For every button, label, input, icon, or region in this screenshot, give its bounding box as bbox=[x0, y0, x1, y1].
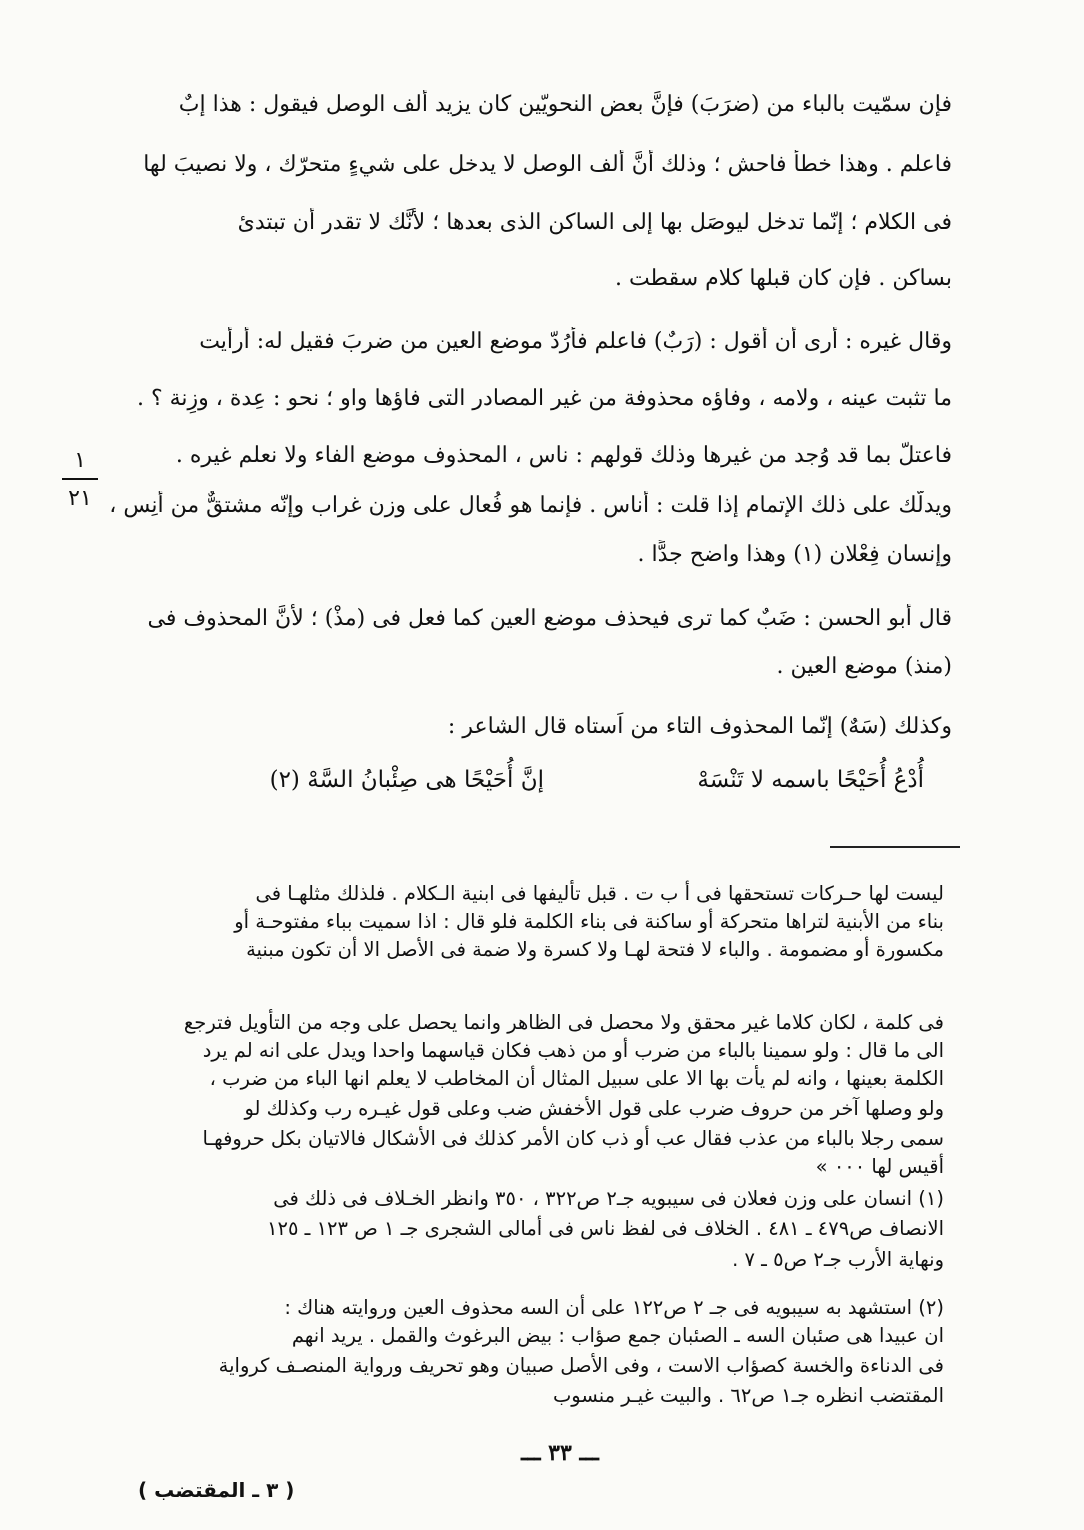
body-line: فى الكلام ؛ إنّما تدخل ليوصَل بها إلى الساكن الذى بعدها ؛ لأنَّك لا تقدر أن تبتدئ bbox=[237, 210, 952, 235]
footnote-line: (١) انسان على وزن فعلان فى سيبويه جـ٢ ص٣٢٢ ، ٣٥٠ وانظر الخـلاف فى ذلك فى bbox=[273, 1187, 944, 1210]
footnote-line: ليست لها حـركات تستحقها فى أ ب ت . قبل تأليفها فى ابنية الـكلام . فلذلك مثلهـا فى bbox=[255, 882, 944, 905]
body-line: وقال غيره : أرى أن أقول : (رَبٌ) فاعلم فأرُدّ موضع العين من ضربَ فقيل له: أرأيت bbox=[199, 329, 952, 354]
signature-mark: ( ٣ ـ المقتضب ) bbox=[138, 1478, 295, 1502]
footnote-line: الانصاف ص٤٧٩ ـ ٤٨١ . الخلاف فى لفظ ناس فى أمالى الشجرى جـ ١ ص ١٢٣ ـ ١٢٥ bbox=[267, 1217, 944, 1240]
body-line: فاعتلّ بما قد وُجد من غيرها وذلك قولهم : ناس ، المحذوف موضع الفاء ولا نعلم غيره . bbox=[175, 443, 952, 468]
verse-second-half: إنَّ أُحَيْحًا هى صِئْبانُ السَّهْ (٢) bbox=[269, 767, 544, 793]
footnote-line: الى ما قال : ولو سمينا بالباء من ضرب أو من ذهب فكان قياسهما واحدا ويدل على انه لم يرد bbox=[202, 1039, 944, 1062]
footnote-line: ان عبيدا هى صئبان السه ـ الصئبان جمع صؤاب : بيض البرغوث والقمل . يريد انهم bbox=[291, 1324, 944, 1347]
body-line: بساكن . فإن كان قبلها كلام سقطت . bbox=[614, 266, 952, 291]
footnote-line: المقتضب انظره جـ١ ص٦٢ . والبيت غيـر منسوب bbox=[552, 1384, 944, 1407]
body-line: قال أبو الحسن : ضَبٌ كما ترى فيحذف موضع العين كما فعل فى (مذْ) ؛ لأنَّ المحذوف فى bbox=[147, 606, 952, 631]
body-line: (منذ) موضع العين . bbox=[776, 654, 952, 679]
body-line: ويدلُّك على ذلك الإتمام إذا قلت : أُناس . فإنما هو فُعال على وزن غراب وإنّه مشتقٌّ من أَنِس ، bbox=[109, 493, 952, 518]
body-line: فإن سمّيت بالباء من (ضرَبَ) فإنَّ بعض النحويّين كان يزيد ألف الوصل فيقول : هذا إبٌ bbox=[178, 92, 952, 117]
body-line: وكذلك (سَهٌ) إنّما المحذوف التاء من اَستاه قال الشاعر : bbox=[447, 714, 952, 739]
footnote-line: فى كلمة ، لكان كلاما غير محقق ولا محصل فى الظاهر وانما يحصل على وجه من التأويل فترجع bbox=[183, 1011, 944, 1034]
margin-note-bottom: ٢١ bbox=[68, 486, 92, 511]
footnote-line: فى الدناءة والخسة كصؤاب الاست ، وفى الأصل صبيان وهو تحريف ورواية المنصـف كرواية bbox=[218, 1354, 944, 1377]
footnote-separator bbox=[830, 846, 960, 848]
footnote-line: الكلمة بعينها ، وانه لم يأت بها الا على سبيل المثال أن المخاطب لا يعلم انها الباء من ضرب ، bbox=[209, 1067, 944, 1090]
body-line: ما تثبت عينه ، ولامه ، وفاؤه محذوفة من غير المصادر التى فاؤها واو ؛ نحو : عِدة ، وزِنة ؟ . bbox=[136, 386, 952, 411]
footnote-line: (٢) استشهد به سيبويه فى جـ ٢ ص١٢٢ على أن السه محذوف العين وروايته هناك : bbox=[284, 1296, 944, 1319]
body-line: فاعلم . وهذا خطأٌ فاحش ؛ وذلك أنَّ ألف الوصل لا يدخل على شيءٍ متحرّك ، ولا نصيبَ لها bbox=[143, 152, 952, 177]
margin-note-divider bbox=[62, 478, 98, 480]
footnote-line: سمى رجلا بالباء من عذب فقال عب أو ذب كان الأمر كذلك فى الأشكال فالاتيان بكل حروفهـا bbox=[202, 1127, 944, 1150]
footnote-line: ولو وصلها آخر من حروف ضرب على قول الأخفش ضب وعلى قول غيـره رب وكذلك لو bbox=[244, 1097, 944, 1120]
footnote-line: أقيس لها ٠٠٠ » bbox=[815, 1155, 944, 1178]
margin-note-top: ١ bbox=[74, 448, 86, 473]
page-number: ـــ ٣٣ ـــ bbox=[521, 1440, 599, 1466]
footnote-line: ونهاية الأرب جـ٢ ص٥ ـ ٧ . bbox=[732, 1248, 944, 1271]
body-line: وإنسان فِعْلان (١) وهذا واضح جدًّا . bbox=[637, 542, 952, 567]
footnote-line: بناء من الأبنية لتراها متحركة أو ساكنة فى بناء الكلمة فلو قال : اذا سميت بباء مفتوحـة أو bbox=[234, 910, 944, 933]
footnote-line: مكسورة أو مضمومة . والباء لا فتحة لهـا ولا كسرة ولا ضمة فى الأصل الا أن تكون مبنية bbox=[246, 938, 944, 961]
verse-first-half: أُدْعُ أُحَيْحًا باسمه لا تَنْسَهْ bbox=[697, 767, 924, 793]
